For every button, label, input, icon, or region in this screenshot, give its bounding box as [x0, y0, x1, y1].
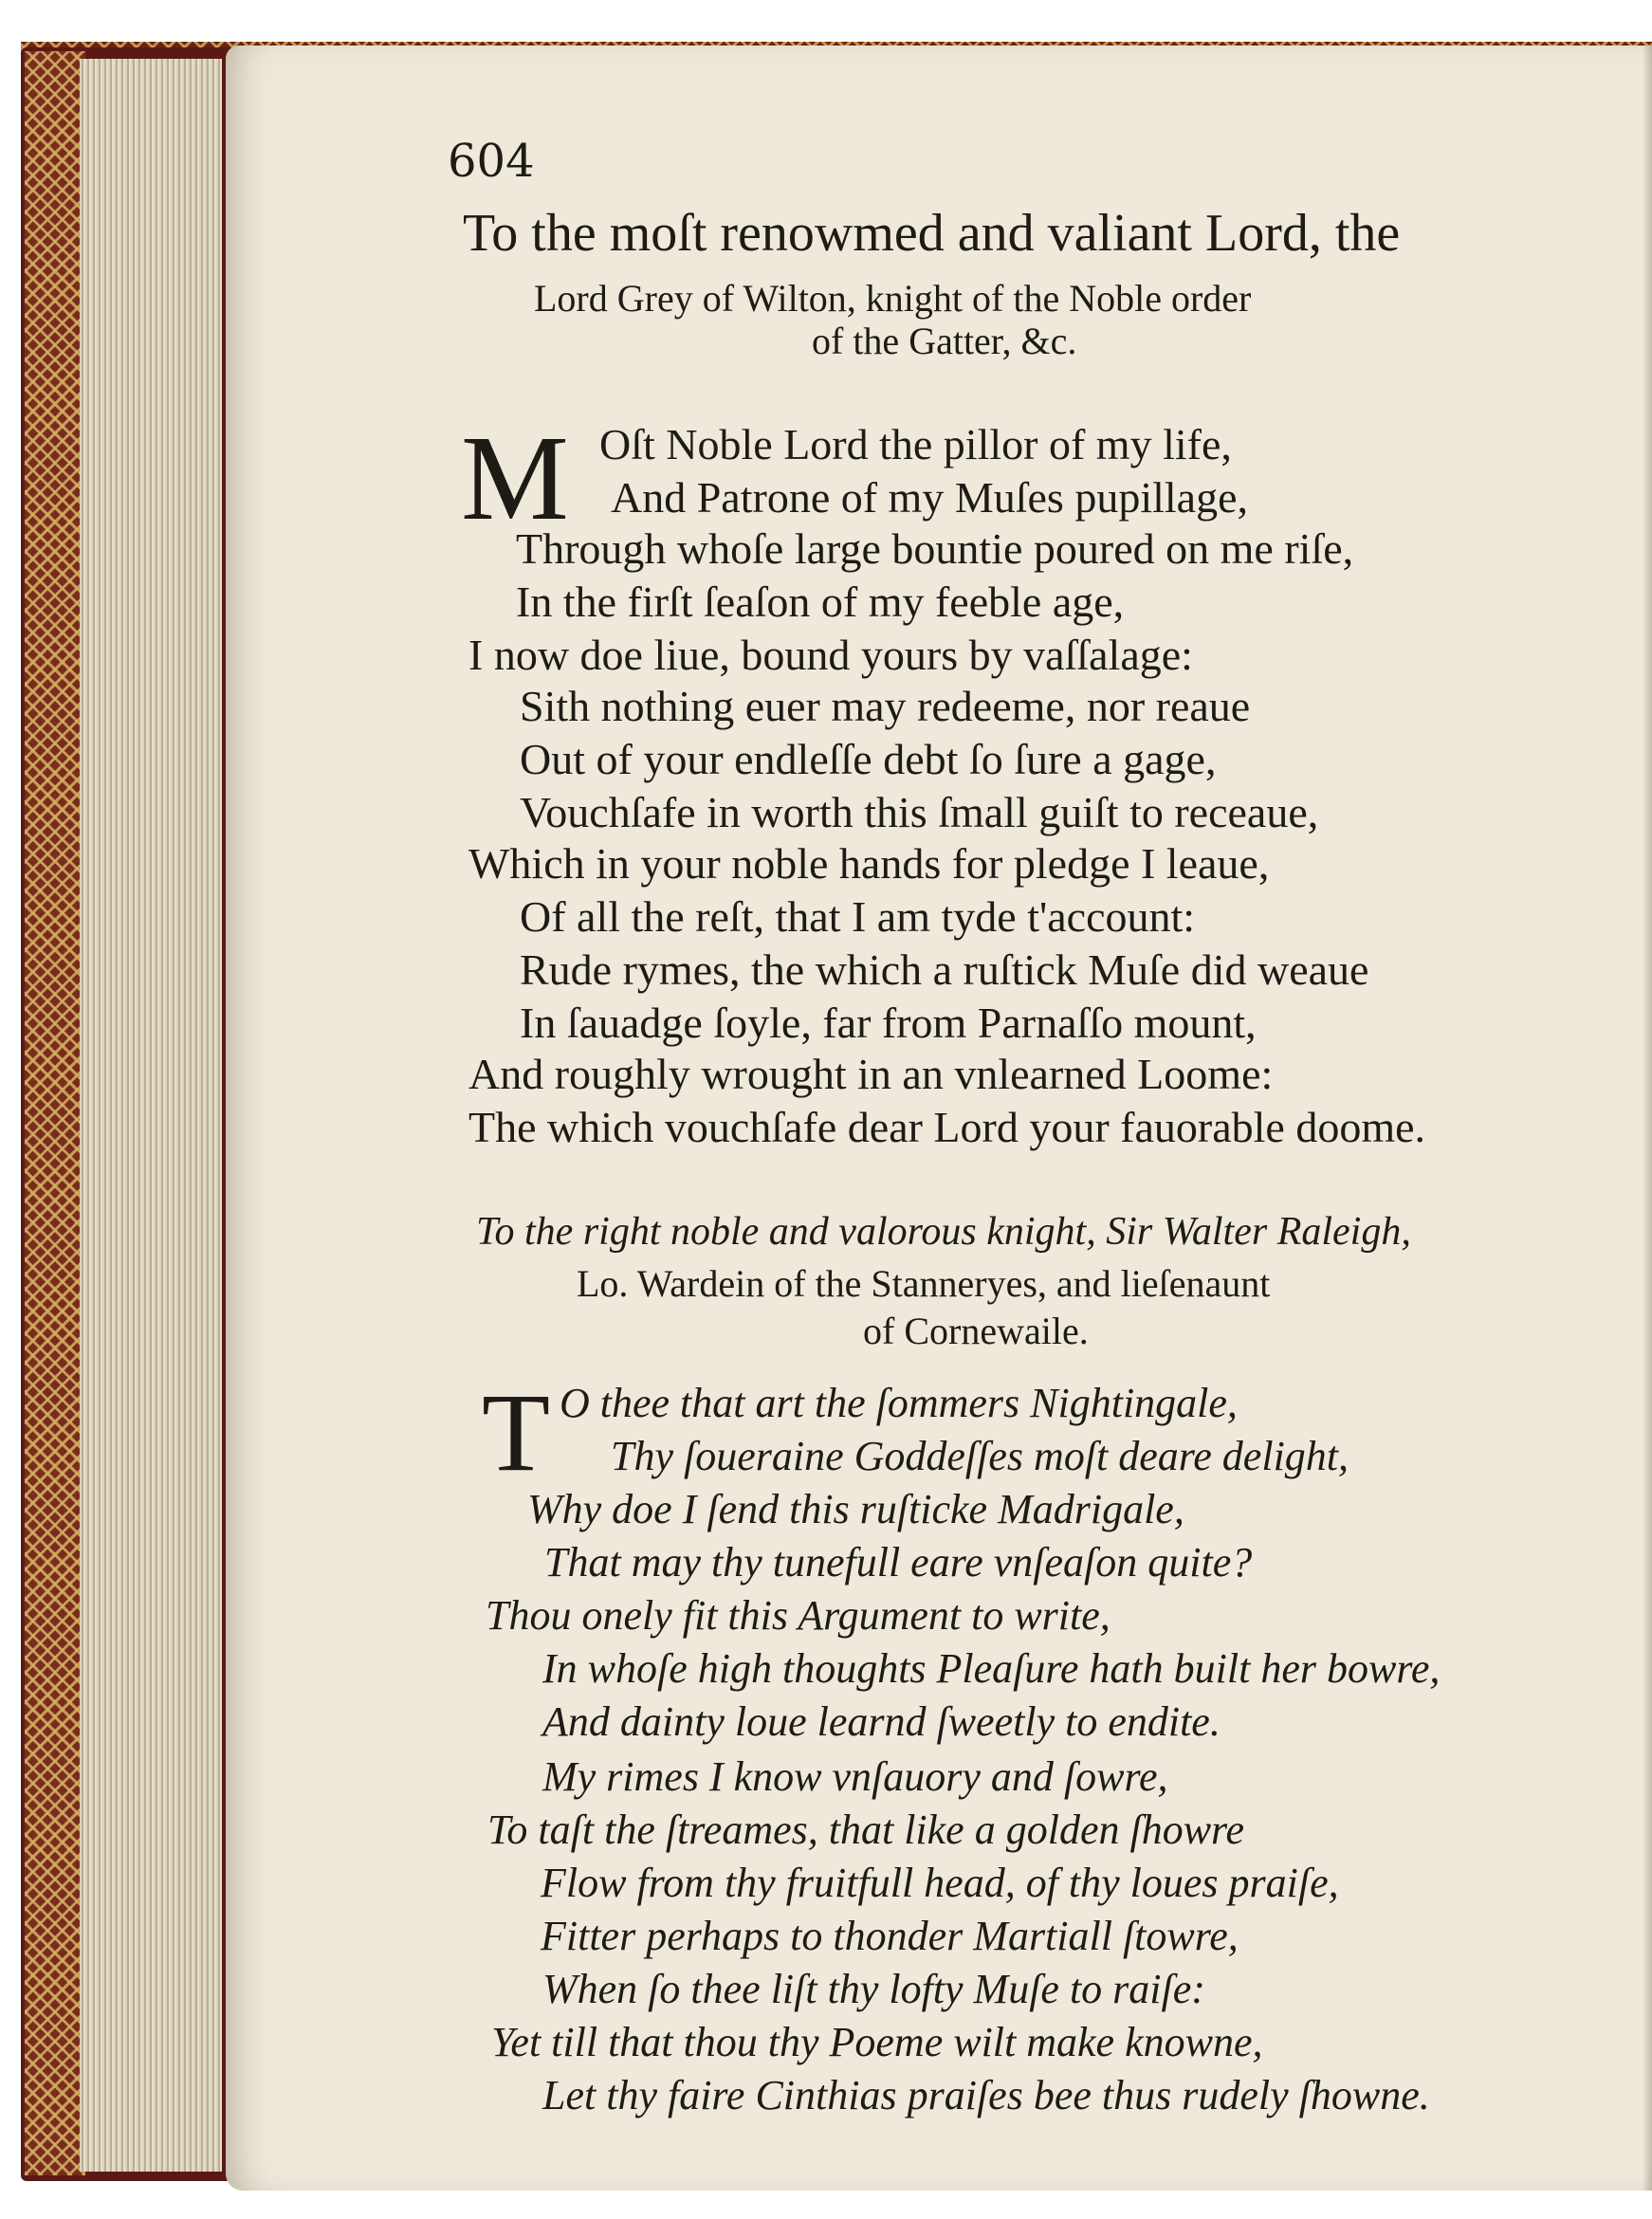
poem-line: Let thy faire Cinthias praiſes bee thus rudely ſhowne. [542, 2072, 1430, 2118]
page-gutter-shadow [1643, 46, 1652, 2191]
poem-line: Oſt Noble Lord the pillor of my life, [599, 420, 1232, 468]
poem-line: The which vouchſafe dear Lord your fauorable doome. [468, 1103, 1426, 1151]
gilt-tooled-spine-border [25, 51, 85, 2175]
dedication-1-drop-cap: M [461, 411, 569, 545]
poem-line: In ſauadge ſoyle, far from Parnaſſo mount, [520, 999, 1257, 1047]
poem-line: To taſt the ſtreames, that like a golden ſhowre [487, 1806, 1245, 1853]
poem-line: Flow from thy fruitfull head, of thy loues praiſe, [541, 1860, 1339, 1906]
poem-line: Why doe I ſend this ruſticke Madrigale, [527, 1486, 1184, 1532]
poem-line: And dainty loue learnd ſweetly to endite. [542, 1698, 1221, 1745]
dedication-1-subheading: Lord Grey of Wilton, knight of the Noble order [534, 277, 1252, 320]
poem-line: Through whoſe large bountie poured on me riſe, [516, 524, 1354, 573]
poem-line: Of all the reſt, that I am tyde t'account: [520, 892, 1196, 941]
dedication-2-subheading: Lo. Wardein of the Stanneryes, and lieſenaunt [577, 1262, 1271, 1305]
poem-line: Thy ſoueraine Goddeſſes moſt deare delight, [611, 1433, 1349, 1479]
poem-line: When ſo thee liſt thy lofty Muſe to raiſe: [542, 1966, 1205, 2012]
dedication-2-heading: To the right noble and valorous knight, Sir Walter Raleigh, [476, 1210, 1411, 1254]
poem-line: And roughly wrought in an vnlearned Loome: [468, 1050, 1274, 1098]
poem-line: Rude rymes, the which a ruſtick Muſe did weaue [520, 945, 1369, 994]
poem-line: O thee that art the ſommers Nightingale, [560, 1380, 1238, 1426]
poem-line: I now doe liue, bound yours by vaſſalage: [468, 631, 1193, 679]
poem-line: Fitter perhaps to thonder Martiall ſtowre, [541, 1913, 1239, 1959]
poem-line: Sith nothing euer may redeeme, nor reaue [520, 682, 1251, 730]
poem-line: My rimes I know vnſauory and ſowre, [542, 1753, 1168, 1800]
poem-line: Out of your endleſſe debt ſo ſure a gage, [520, 735, 1217, 783]
dedication-2-subheading-2: of Cornewaile. [863, 1310, 1089, 1352]
poem-line: And Patrone of my Muſes pupillage, [611, 473, 1249, 522]
poem-line: Yet till that thou thy Poeme wilt make knowne, [491, 2019, 1263, 2065]
page-edges [80, 59, 222, 2172]
poem-line: In whoſe high thoughts Pleaſure hath built her bowre, [542, 1645, 1441, 1692]
poem-line: Thou onely fit this Argument to write, [486, 1592, 1111, 1639]
page-number: 604 [448, 135, 535, 188]
dedication-1-subheading-2: of the Gatter, &c. [812, 320, 1077, 362]
poem-line: That may thy tunefull eare vnſeaſon quite? [544, 1539, 1253, 1586]
poem-line: In the firſt ſeaſon of my feeble age, [516, 578, 1125, 626]
poem-line: Vouchſafe in worth this ſmall guiſt to receaue, [520, 788, 1319, 836]
poem-line: Which in your noble hands for pledge I leaue, [468, 839, 1270, 888]
dedication-2-drop-cap: T [482, 1370, 551, 1495]
dedication-1-heading: To the moſt renowmed and valiant Lord, the [463, 204, 1401, 263]
